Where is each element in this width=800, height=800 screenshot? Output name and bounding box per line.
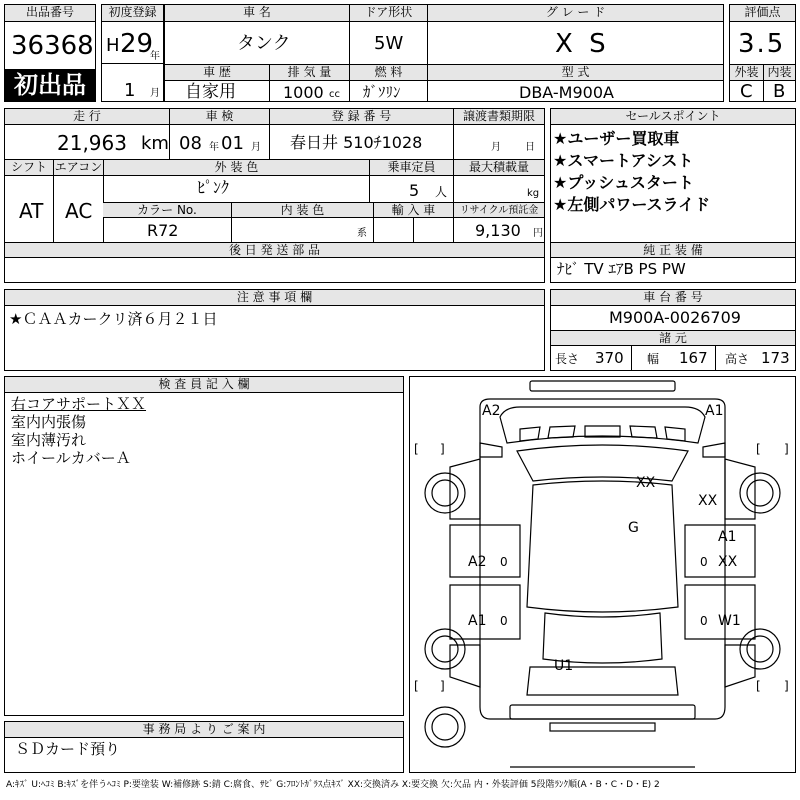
mark-glass: G	[628, 520, 639, 536]
color-no: R72	[147, 221, 179, 240]
mark-left-rear-door: A1	[468, 613, 487, 629]
recycle-fee: 9,130	[475, 221, 521, 240]
width-label: 幅	[647, 352, 660, 366]
score-box	[729, 4, 796, 102]
recycle-fee-unit: 円	[533, 228, 543, 239]
import-label: 輸 入 車	[373, 202, 453, 218]
transfer-day: 日	[525, 142, 535, 153]
first-reg-label: 初度登録	[102, 5, 163, 22]
first-listing-badge: 初出品	[5, 69, 95, 101]
inspector-line: 右コアサポートＸＸ	[11, 395, 147, 413]
zero-mark: 0	[500, 555, 508, 569]
sales-point-item: ★ユーザー買取車	[553, 129, 680, 148]
ac-label: エアコン	[54, 160, 103, 174]
int-grade: B	[773, 81, 786, 102]
office-box	[4, 721, 404, 773]
lot-no-label: 出品番号	[5, 5, 95, 22]
bracket-right: ]	[784, 442, 789, 456]
later-parts-label: 後 日 発 送 部 品	[5, 242, 544, 258]
int-grade-label: 内装	[763, 64, 795, 81]
reg-month-unit: 月	[150, 88, 160, 99]
ext-grade-label: 外装	[730, 64, 763, 81]
office-label: 事 務 局 よ り ご 案 内	[5, 722, 403, 738]
height-label: 高さ	[725, 352, 750, 366]
sales-points-box	[550, 108, 796, 283]
mark-roof: XX	[636, 475, 656, 491]
inspection-month: 01	[221, 133, 244, 154]
door-label: ドア形状	[349, 5, 427, 22]
sales-point-item: ★左側パワースライド	[553, 195, 711, 214]
width: 167	[679, 349, 708, 367]
sales-point-item: ★スマートアシスト	[553, 151, 694, 170]
spec-top-box	[164, 4, 724, 102]
equipment-value: ﾅﾋﾞ TV ｴｱB PS PW	[557, 260, 686, 278]
shift: AT	[19, 199, 44, 223]
bracket-left: [	[756, 679, 761, 693]
inspection-year: 08	[179, 133, 202, 154]
fuel: ｶﾞｿﾘﾝ	[363, 83, 401, 101]
displacement-label: 排 気 量	[269, 64, 349, 81]
car-name: タンク	[237, 33, 291, 54]
bracket-right: ]	[784, 679, 789, 693]
mark-front-left: A2	[482, 403, 501, 419]
score-label: 評価点	[730, 5, 795, 22]
transfer-month: 月	[491, 142, 501, 153]
zero-mark: 0	[700, 555, 708, 569]
inspection-label: 車 検	[169, 109, 269, 125]
length: 370	[595, 349, 624, 367]
zero-mark: 0	[500, 614, 508, 628]
mark-right-front-door-b: XX	[718, 554, 738, 570]
inspector-label: 検 査 員 記 入 欄	[5, 377, 403, 393]
notes-value: ★ＣＡＡカークリ済６月２１日	[9, 310, 218, 328]
mileage: 21,963	[57, 131, 127, 155]
model: DBA-M900A	[519, 83, 614, 102]
max-load-unit: kg	[527, 188, 540, 199]
grade: X S	[555, 29, 610, 59]
inspector-line: ホイールカバーＡ	[11, 449, 131, 467]
reg-year: 29	[120, 29, 154, 59]
mark-left-front-door: A2	[468, 554, 487, 570]
bracket-right: ]	[440, 679, 445, 693]
displacement-unit: cc	[329, 89, 340, 100]
capacity-label: 乗車定員	[369, 160, 453, 176]
mileage-label: 走 行	[5, 109, 169, 125]
sales-points-label: セールスポイント	[551, 109, 795, 125]
sales-point-item: ★プッシュスタート	[553, 173, 694, 192]
color-no-label: カラー No.	[103, 202, 231, 218]
reg-no-label: 登 録 番 号	[269, 109, 453, 125]
car-name-label: 車 名	[165, 5, 349, 22]
dims-label: 諸 元	[551, 330, 795, 346]
history-label: 車 歴	[165, 64, 269, 81]
height: 173	[761, 349, 790, 367]
car-diagram	[410, 377, 795, 772]
mileage-unit: km	[141, 133, 169, 154]
inspector-line: 室内薄汚れ	[11, 431, 87, 449]
bracket-left: [	[756, 442, 761, 456]
shift-label: シフト	[5, 160, 53, 176]
bracket-left: [	[414, 442, 419, 456]
first-reg-box	[101, 4, 164, 102]
capacity-unit: 人	[435, 185, 448, 199]
length-label: 長さ	[555, 352, 580, 366]
bracket-right: ]	[440, 442, 445, 456]
notes-label: 注 意 事 項 欄	[5, 290, 544, 306]
chassis-box	[550, 289, 796, 371]
era: H	[106, 35, 120, 56]
inspector-box	[4, 376, 404, 716]
reg-year-unit: 年	[150, 51, 160, 62]
ext-grade: C	[740, 81, 753, 102]
equipment-label: 純 正 装 備	[551, 242, 795, 258]
zero-mark: 0	[700, 614, 708, 628]
ac: AC	[65, 199, 93, 223]
transfer-label: 譲渡書類期限	[453, 109, 544, 125]
lot-no: 36368	[11, 31, 94, 61]
bracket-left: [	[414, 679, 419, 693]
fuel-label: 燃 料	[349, 64, 427, 81]
office-value: ＳＤカード預り	[15, 740, 121, 758]
chassis-label: 車 台 番 号	[551, 290, 795, 306]
history: 自家用	[185, 82, 236, 102]
grade-label: グ レ ー ド	[427, 5, 723, 22]
door: 5W	[374, 33, 404, 54]
reg-month: 1	[124, 80, 136, 101]
lot-box	[4, 4, 96, 102]
inspection-month-unit: 月	[251, 142, 261, 153]
notes-box	[4, 289, 545, 371]
model-label: 型 式	[427, 64, 723, 81]
mark-right-front-door-a: A1	[718, 529, 737, 545]
mark-rear: U1	[554, 658, 574, 674]
car-diagram-box	[409, 376, 796, 773]
inspection-year-unit: 年	[209, 142, 219, 153]
mark-right-front: XX	[698, 493, 718, 509]
registration-number: 春日井 510ﾁ1028	[290, 133, 423, 152]
inspector-line: 室内内張傷	[11, 413, 87, 431]
score: 3.5	[738, 29, 786, 59]
spec-table	[4, 108, 545, 283]
ext-color: ﾋﾟﾝｸ	[197, 178, 230, 197]
int-color-unit: 系	[357, 228, 367, 239]
displacement: 1000	[283, 83, 324, 102]
recycle-label: リサイクル預託金	[453, 202, 544, 218]
chassis-number: M900A-0026709	[609, 308, 741, 327]
mark-right-rear-door: W1	[718, 613, 741, 629]
damage-legend: A:ｷｽﾞ U:ﾍｺﾐ B:ｷｽﾞを伴うﾍｺﾐ P:要塗装 W:補修跡 S:錆 C:腐食、ｻﾋﾞ G:ﾌﾛﾝﾄｶﾞﾗｽ点ｷｽﾞ XX:交換済み X:要交換 欠:欠品 内・外装評価 5段階ﾗﾝｸ順(A・B・C・D・E) 2	[6, 780, 660, 790]
ext-color-label: 外 装 色	[103, 160, 369, 176]
int-color-label: 内 装 色	[231, 202, 373, 218]
max-load-label: 最大積載量	[453, 160, 544, 176]
capacity: 5	[409, 181, 420, 200]
mark-front-right: A1	[705, 403, 724, 419]
